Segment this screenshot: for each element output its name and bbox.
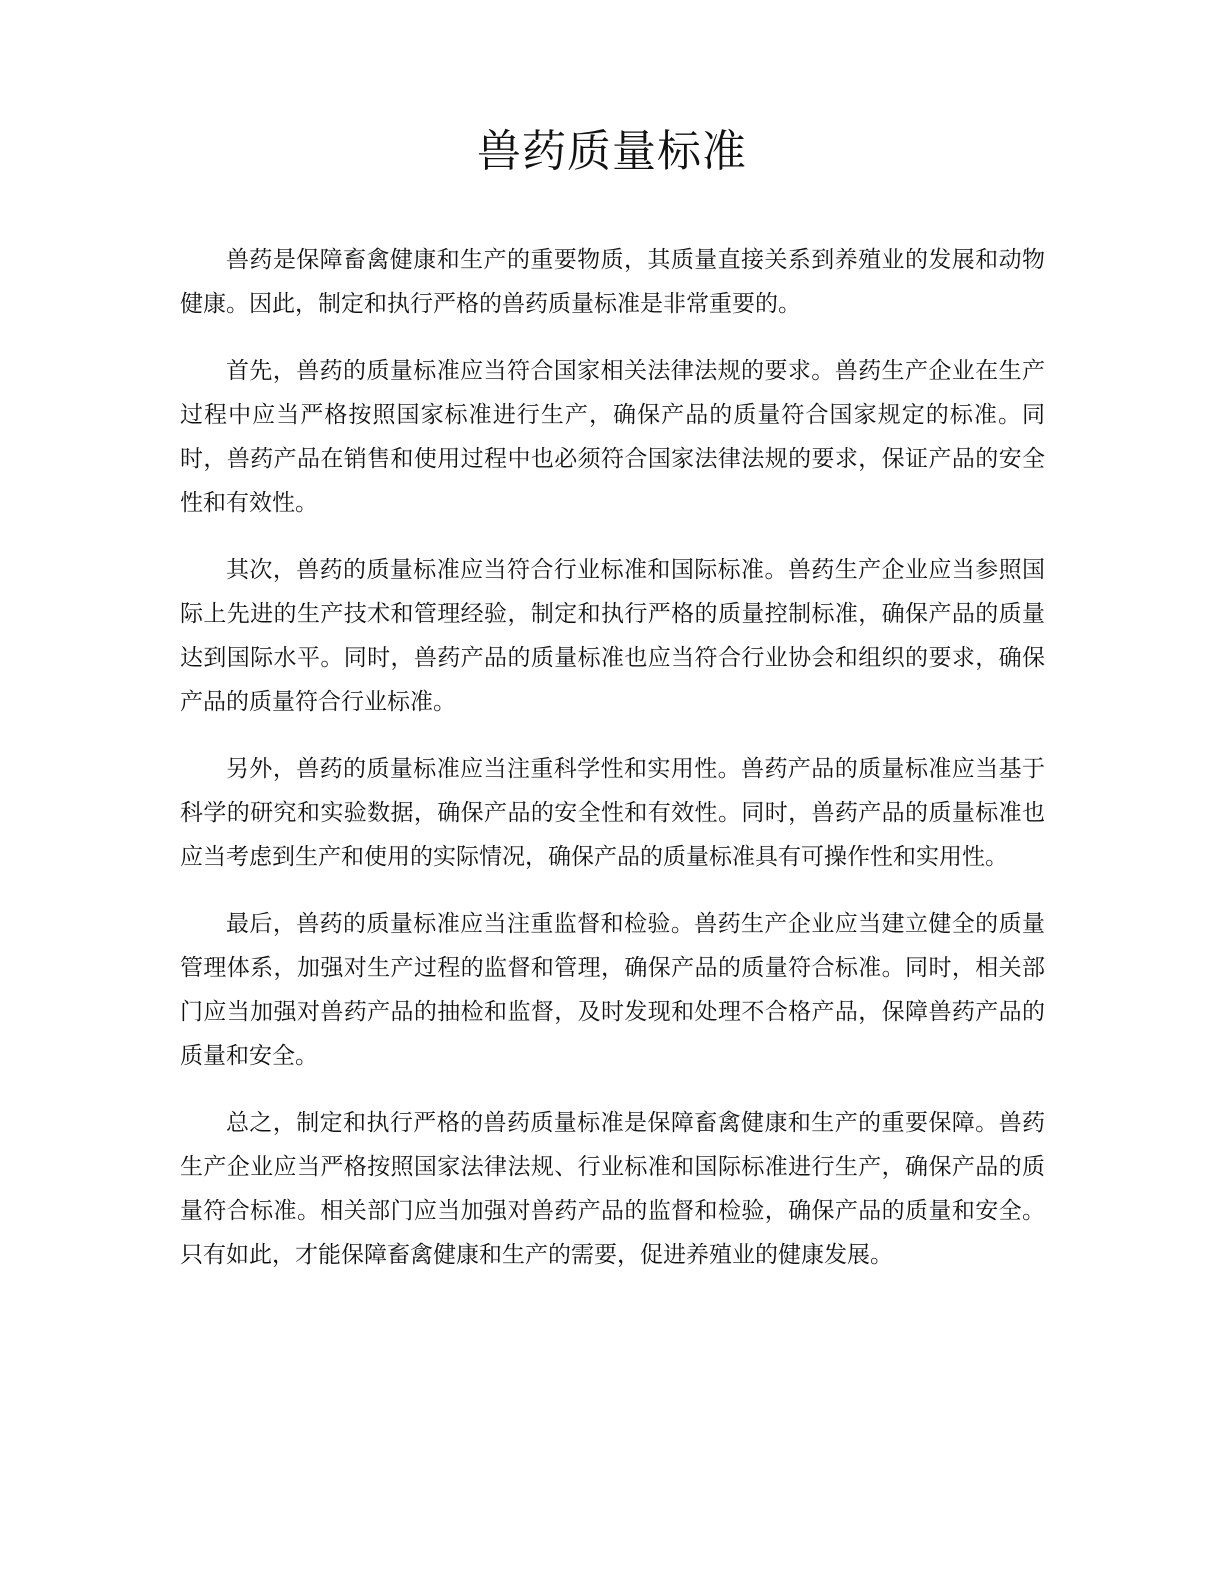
paragraph-1: 兽药是保障畜禽健康和生产的重要物质，其质量直接关系到养殖业的发展和动物健康。因此，制定和执行严格的兽药质量标准是非常重要的。 [180,247,1045,317]
paragraph-3: 其次，兽药的质量标准应当符合行业标准和国际标准。兽药生产企业应当参照国际上先进的生产技术和管理经验，制定和执行严格的质量控制标准，确保产品的质量达到国际水平。同时，兽药产品的质量标准也应当符合行业协会和组织的要求，确保产品的质量符合行业标准。 [180,557,1045,715]
document-body [180,238,1045,1300]
paragraph-2: 首先，兽药的质量标准应当符合国家相关法律法规的要求。兽药生产企业在生产过程中应当严格按照国家标准进行生产，确保产品的质量符合国家规定的标准。同时，兽药产品在销售和使用过程中也必须符合国家法律法规的要求，保证产品的安全性和有效性。 [180,358,1045,516]
paragraph-6: 总之，制定和执行严格的兽药质量标准是保障畜禽健康和生产的重要保障。兽药生产企业应当严格按照国家法律法规、行业标准和国际标准进行生产，确保产品的质量符合标准。相关部门应当加强对兽药产品的监督和检验，确保产品的质量和安全。只有如此，才能保障畜禽健康和生产的需要，促进养殖业的健康发展。 [180,1110,1045,1268]
document-title: 兽药质量标准 [477,126,747,177]
paragraph-5: 最后，兽药的质量标准应当注重监督和检验。兽药生产企业应当建立健全的质量管理体系，加强对生产过程的监督和管理，确保产品的质量符合标准。同时，相关部门应当加强对兽药产品的抽检和监督，及时发现和处理不合格产品，保障兽药产品的质量和安全。 [180,911,1045,1069]
paragraph-4: 另外，兽药的质量标准应当注重科学性和实用性。兽药产品的质量标准应当基于科学的研究和实验数据，确保产品的安全性和有效性。同时，兽药产品的质量标准也应当考虑到生产和使用的实际情况，确保产品的质量标准具有可操作性和实用性。 [180,756,1045,870]
